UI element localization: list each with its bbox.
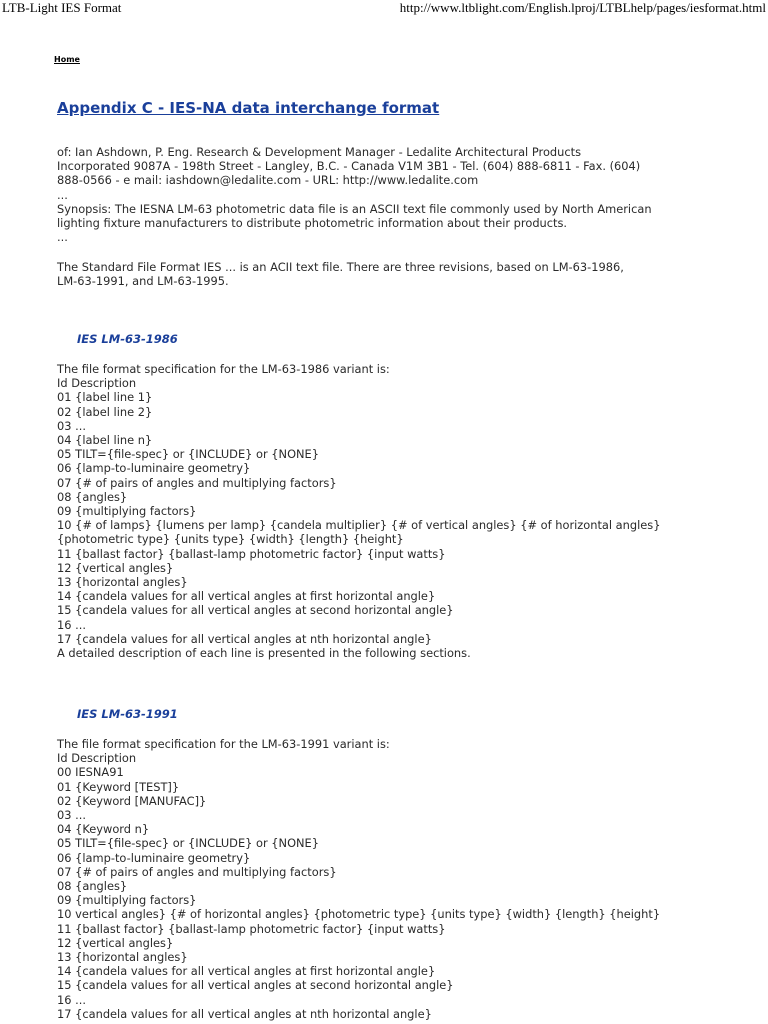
spec-line: 01 {Keyword [TEST]} bbox=[57, 779, 180, 794]
intro-line: Incorporated 9087A - 198th Street - Langley, B.C. - Canada V1M 3B1 - Tel. (604) 888-6811 - Fax. (604) bbox=[57, 159, 641, 174]
section-heading-1986: IES LM-63-1986 bbox=[77, 332, 178, 346]
spec-line: 13 {horizontal angles} bbox=[57, 575, 188, 590]
spec-line: 02 {label line 2} bbox=[57, 404, 153, 419]
spec-line: 13 {horizontal angles} bbox=[57, 950, 188, 965]
page-title[interactable]: Appendix C - IES-NA data interchange format bbox=[57, 99, 440, 117]
spec-line: 04 {label line n} bbox=[57, 433, 153, 448]
spec-line: 01 {label line 1} bbox=[57, 390, 153, 405]
spec-line: 17 {candela values for all vertical angles at nth horizontal angle} bbox=[57, 1006, 432, 1021]
spec-line: Id Description bbox=[57, 751, 137, 766]
spec-list-1991 bbox=[57, 737, 757, 1021]
intro-line: ... bbox=[57, 187, 68, 202]
spec-line: 07 {# of pairs of angles and multiplying factors} bbox=[57, 864, 337, 879]
spec-line: 09 {multiplying factors} bbox=[57, 504, 197, 519]
spec-line: A detailed description of each line is presented in the following sections. bbox=[57, 646, 471, 661]
standard-paragraph bbox=[57, 260, 757, 288]
standard-line: LM-63-1991, and LM-63-1995. bbox=[57, 274, 229, 289]
intro-line: ... bbox=[57, 230, 68, 245]
spec-line: 14 {candela values for all vertical angles at first horizontal angle} bbox=[57, 964, 436, 979]
print-header-url: http://www.ltblight.com/English.lproj/LTBLhelp/pages/iesformat.html bbox=[399, 0, 766, 15]
spec-line: 11 {ballast factor} {ballast-lamp photometric factor} {input watts} bbox=[57, 921, 446, 936]
spec-line: 17 {candela values for all vertical angles at nth horizontal angle} bbox=[57, 631, 432, 646]
spec-line: 16 ... bbox=[57, 992, 86, 1007]
spec-line: 14 {candela values for all vertical angles at first horizontal angle} bbox=[57, 589, 436, 604]
spec-line: 12 {vertical angles} bbox=[57, 560, 174, 575]
spec-line: Id Description bbox=[57, 376, 137, 391]
spec-list-1986 bbox=[57, 362, 757, 660]
spec-line: 10 vertical angles} {# of horizontal angles} {photometric type} {units type} {width} {length} {height} bbox=[57, 907, 661, 922]
spec-line: 07 {# of pairs of angles and multiplying factors} bbox=[57, 475, 337, 490]
print-header-title: LTB-Light IES Format bbox=[2, 0, 122, 15]
spec-line: {photometric type} {units type} {width} {length} {height} bbox=[57, 532, 404, 547]
intro-line: of: Ian Ashdown, P. Eng. Research & Development Manager - Ledalite Architectural Products bbox=[57, 145, 582, 159]
intro-line: lighting fixture manufacturers to distribute photometric information about their products. bbox=[57, 216, 568, 231]
spec-line: 12 {vertical angles} bbox=[57, 935, 174, 950]
intro-line: 888-0566 - e mail: iashdown@ledalite.com - URL: http://www.ledalite.com bbox=[57, 173, 479, 188]
spec-line: 10 {# of lamps} {lumens per lamp} {candela multiplier} {# of vertical angles} {# of horizontal angles} bbox=[57, 518, 661, 533]
standard-line: The Standard File Format IES ... is an ACII text file. There are three revisions, based on LM-63-1986, bbox=[57, 260, 624, 274]
spec-line: 04 {Keyword n} bbox=[57, 822, 150, 837]
section-heading-1991: IES LM-63-1991 bbox=[77, 707, 178, 721]
spec-line: 11 {ballast factor} {ballast-lamp photometric factor} {input watts} bbox=[57, 546, 446, 561]
spec-line: 06 {lamp-to-luminaire geometry} bbox=[57, 850, 251, 865]
spec-line: 05 TILT={file-spec} or {INCLUDE} or {NONE} bbox=[57, 447, 319, 462]
intro-paragraph bbox=[57, 145, 757, 244]
spec-line: 09 {multiplying factors} bbox=[57, 893, 197, 908]
spec-line: 03 ... bbox=[57, 808, 86, 823]
spec-line: 03 ... bbox=[57, 418, 86, 433]
spec-line: 05 TILT={file-spec} or {INCLUDE} or {NONE} bbox=[57, 836, 319, 851]
spec-line: 15 {candela values for all vertical angles at second horizontal angle} bbox=[57, 603, 454, 618]
spec-line: The file format specification for the LM-63-1991 variant is: bbox=[57, 737, 390, 751]
spec-line: 08 {angles} bbox=[57, 489, 128, 504]
spec-line: 00 IESNA91 bbox=[57, 765, 124, 780]
spec-line: 15 {candela values for all vertical angles at second horizontal angle} bbox=[57, 978, 454, 993]
spec-line: 08 {angles} bbox=[57, 879, 128, 894]
spec-line: 16 ... bbox=[57, 617, 86, 632]
intro-line: Synopsis: The IESNA LM-63 photometric data file is an ASCII text file commonly used by North American bbox=[57, 201, 652, 216]
spec-line: 02 {Keyword [MANUFAC]} bbox=[57, 793, 207, 808]
spec-line: The file format specification for the LM-63-1986 variant is: bbox=[57, 362, 390, 376]
home-link[interactable]: Home bbox=[54, 55, 80, 64]
spec-line: 06 {lamp-to-luminaire geometry} bbox=[57, 461, 251, 476]
